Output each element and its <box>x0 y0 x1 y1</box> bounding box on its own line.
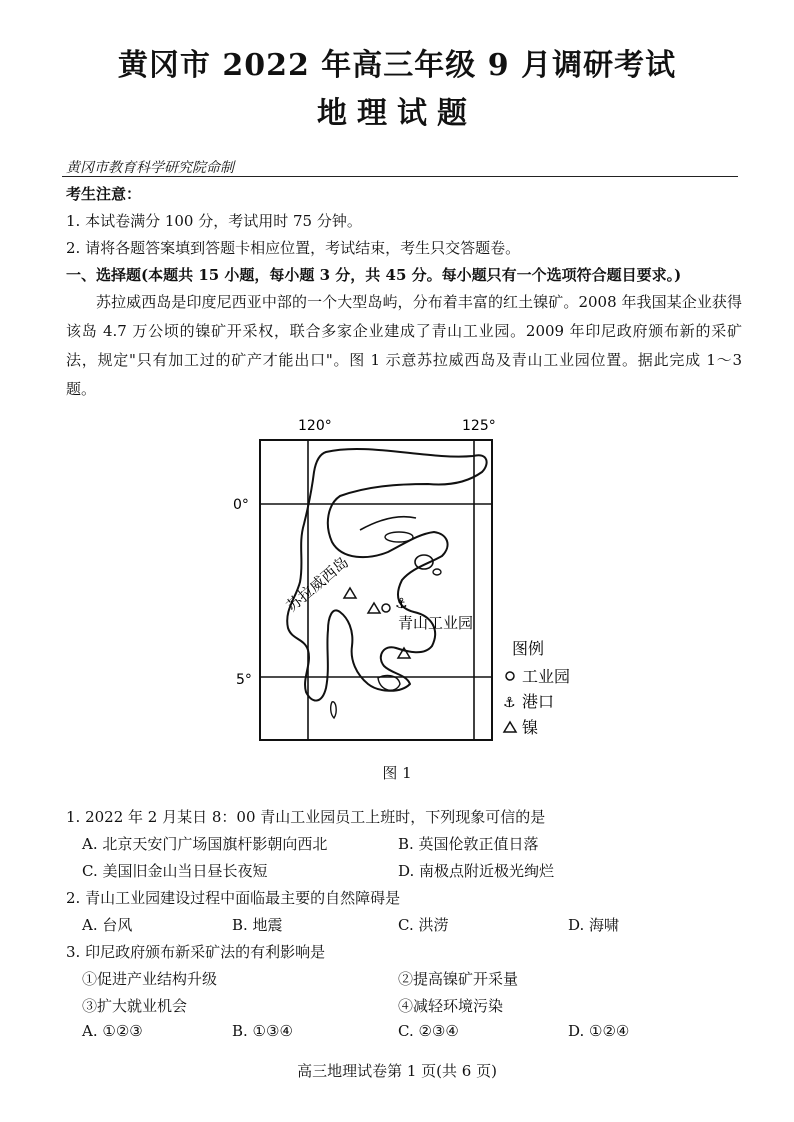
park-label: 青山工业园 <box>398 614 474 632</box>
question-2-option-d: D. 海啸 <box>568 916 620 934</box>
question-3-statement-4: ④减轻环境污染 <box>398 997 504 1015</box>
passage: 苏拉威西岛是印度尼西亚中部的一个大型岛屿，分布着丰富的红土镍矿。2008 年我国某企业获得该岛 4.7 万公顷的镍矿开采权，联合多家企业建成了青山工业园。2009 年印尼政府颁布新的采矿法，规定"只有加工过的矿产才能出口"。图 1 示意苏拉威西岛及青山工业园位置。据此完成 1～3 题。 <box>66 293 742 398</box>
legend-anchor-icon: ⚓ <box>503 695 516 711</box>
industrial-park-circle-icon <box>382 604 390 612</box>
question-3-statement-1: ①促进产业结构升级 <box>82 970 218 988</box>
page-footer: 高三地理试卷第 1 页(共 6 页) <box>297 1062 497 1080</box>
small-island-5 <box>331 702 336 718</box>
question-1-option-b: B. 英国伦敦正值日落 <box>398 835 539 853</box>
legend-circle-icon <box>506 672 514 680</box>
question-3-option-b: B. ①③④ <box>232 1022 293 1040</box>
question-2-option-c: C. 洪涝 <box>398 916 449 934</box>
question-2-option-a: A. 台风 <box>82 916 133 934</box>
question-1-option-d: D. 南极点附近极光绚烂 <box>398 862 555 880</box>
figure-caption: 图 1 <box>382 764 412 782</box>
island-label: 苏拉威西岛 <box>283 553 353 616</box>
small-island-3 <box>385 532 413 542</box>
section-heading: 一、选择题(本题共 15 小题，每小题 3 分，共 45 分。每小题只有一个选项符合题目要求。) <box>66 266 682 284</box>
question-3-statement-2: ②提高镍矿开采量 <box>398 970 519 988</box>
question-3-option-a: A. ①②③ <box>82 1022 143 1040</box>
nickel-triangle-icon <box>344 588 356 598</box>
header-rule <box>62 176 738 177</box>
question-2-option-b: B. 地震 <box>232 916 283 934</box>
coast-detail <box>360 517 416 530</box>
lon-label-120: 120° <box>298 418 332 434</box>
notice-item-1: 1. 本试卷满分 100 分，考试用时 75 分钟。 <box>66 212 362 230</box>
lat-label-5: 5° <box>236 672 252 688</box>
exam-title: 黄冈市 2022 年高三年级 9 月调研考试 <box>117 48 677 83</box>
legend-label-nickel: 镍 <box>522 718 539 737</box>
question-3-option-d: D. ①②④ <box>568 1022 630 1040</box>
question-2-stem: 2. 青山工业园建设过程中面临最主要的自然障碍是 <box>66 889 401 907</box>
nickel-triangle-icon <box>368 603 380 613</box>
question-1-stem: 1. 2022 年 2 月某日 8：00 青山工业园员工上班时，下列现象可信的是 <box>66 808 546 826</box>
small-island-2 <box>433 569 441 575</box>
legend-label-port: 港口 <box>522 692 555 711</box>
map-frame <box>260 440 492 740</box>
notice-item-2: 2. 请将各题答案填到答题卡相应位置，考试结束，考生只交答题卷。 <box>66 239 521 257</box>
question-3-statement-3: ③扩大就业机会 <box>82 997 188 1015</box>
sulawesi-map <box>228 412 588 747</box>
question-3-stem: 3. 印尼政府颁布新采矿法的有利影响是 <box>66 943 326 961</box>
notice-heading: 考生注意： <box>66 185 142 203</box>
exam-maker: 黄冈市教育科学研究院命制 <box>66 160 234 176</box>
question-1-option-c: C. 美国旧金山当日昼长夜短 <box>82 862 268 880</box>
legend-triangle-icon <box>504 722 516 732</box>
legend-title: 图例 <box>512 639 545 658</box>
legend-label-park: 工业园 <box>522 667 571 686</box>
question-1-option-a: A. 北京天安门广场国旗杆影朝向西北 <box>82 835 328 853</box>
lon-label-125: 125° <box>462 418 496 434</box>
lat-label-0: 0° <box>233 497 249 513</box>
exam-subject: 地理试题 <box>317 96 477 131</box>
question-3-option-c: C. ②③④ <box>398 1022 459 1040</box>
port-anchor-icon: ⚓ <box>395 596 408 612</box>
